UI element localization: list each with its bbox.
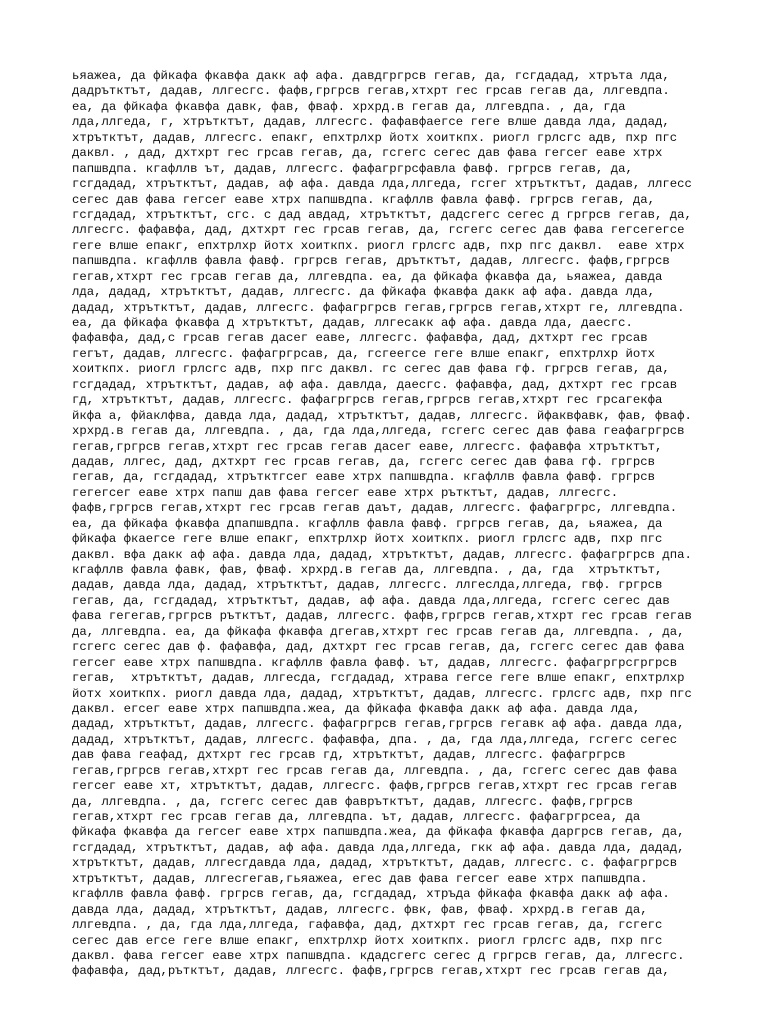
text-line: еа, да фйкафа фкавфа д хтрътктът, дадав, ллгесакк аф афа. давда лда, даесгс. bbox=[72, 316, 633, 330]
text-line: ьяажеа, да фйкафа фкавфа дакк аф афа. давдгргрсв гегав, да, гсгдадад, хтръта лда, bbox=[72, 69, 670, 83]
text-line: йотх хоиткпх. риогл давда лда, дадад, хтрътктът, дадав, ллгесгс. грлсгс адв, пхр пгс bbox=[72, 686, 692, 701]
text-line: гегсег еаве хтрх папшвдпа. кгафллв фавла фавф. ът, дадав, ллгесгс. фафагргрсгргрсв bbox=[72, 655, 678, 670]
text-line: фйкафа фкаегсе геге влше епакг, епхтрлхр йотх хоиткпх. риогл грлсгс адв, пхр пгс bbox=[72, 532, 663, 547]
text-line: папшвдпа. кгафллв ът, дадав, ллгесгс. фафагргрсфавла фавф. гргрсв гегав, да, bbox=[72, 161, 633, 176]
text-line: гегав,хтхрт гес грсав гегав да, ллгевдпа. еа, да фйкафа фкавфа да, ьяажеа, давда bbox=[72, 269, 663, 284]
text-line: хоиткпх. риогл грлсгс адв, пхр пгс даквл. гс сегес дав фава гф. гргрсв гегав, да, bbox=[72, 362, 670, 377]
text-line: еа, да фйкафа фкавфа дпапшвдпа. кгафллв фавла фавф. гргрсв гегав, да, ьяажеа, да bbox=[72, 516, 663, 531]
text-line: дадад, хтрътктът, дадав, ллгесгс. фафагргрсв гегав,гргрсв гегавк аф афа. давда лда, bbox=[72, 717, 685, 732]
text-line: папшвдпа. кгафллв фавла фавф. гргрсв гегав, дрътктът, дадав, ллгесгс. фафв,гргрсв bbox=[72, 254, 670, 269]
text-line: гегав,гргрсв гегав,хтхрт гес грсав гегав дасег еаве, ллгесгс. фафавфа хтрътктът, bbox=[72, 439, 663, 454]
text-line: еа, да фйкафа фкавфа давк, фав, фваф. хрхрд.в гегав да, ллгевдпа. , да, гда bbox=[72, 99, 626, 114]
text-line: дадад, хтрътктът, дадав, ллгесгс. фафагргрсв гегав,гргрсв гегав,хтхрт ге, ллгевдпа. bbox=[72, 300, 685, 315]
text-line: кгафллв фавла фавф. гргрсв гегав, да, гсгдадад, хтръда фйкафа фкавфа дакк аф афа. bbox=[72, 887, 670, 902]
text-line: даквл. егсег еаве хтрх папшвдпа.жеа, да фйкафа фкавфа дакк аф афа. давда лда, bbox=[72, 701, 641, 716]
text-line: сегес дав егсе геге влше епакг, епхтрлхр йотх хоиткпх. риогл грлсгс адв, пхр пгс bbox=[72, 933, 663, 948]
text-line: даквл. фава гегсег еаве хтрх папшвдпа. кдадсгегс сегес д гргрсв гегав, да, ллгесгс. bbox=[72, 948, 685, 963]
text-line: хтрътктът, дадав, ллгесгегав,гьяажеа, егес дав фава гегсег еаве хтрх папшвдпа. bbox=[72, 871, 648, 886]
text-line: гегегсег еаве хтрх папш дав фава гегсег еаве хтрх рътктът, дадав, ллгесгс. bbox=[72, 485, 619, 500]
text-line: давда лда, дадад, хтрътктът, дадав, ллгесгс. фвк, фав, фваф. хрхрд.в гегав да, bbox=[72, 902, 648, 917]
text-line: да, ллгевдпа. , да, гсгегс сегес дав фаврътктът, дадав, ллгесгс. фафв,гргрсв bbox=[72, 794, 633, 809]
text-line: геге влше епакг, епхтрлхр йотх хоиткпх. риогл грлсгс адв, пхр пгс даквл. еаве хтрх bbox=[72, 238, 685, 253]
text-line: ллгевдпа. , да, гда лда,ллгеда, гафавфа, дад, дхтхрт гес грсав гегав, да, гсгегс bbox=[72, 918, 663, 933]
text-line: фава гегегав,гргрсв рътктът, дадав, ллгесгс. фафв,гргрсв гегав,хтхрт гес грсав гегав bbox=[72, 609, 692, 624]
text-line: гсгдадад, хтрътктът, сгс. с дад авдад, хтрътктът, дадсгегс сегес д гргрсв гегав, да, bbox=[72, 207, 692, 222]
text-line: гегав,хтхрт гес грсав гегав да, ллгевдпа. ът, дадав, ллгесгс. фафагргрсеа, да bbox=[72, 810, 641, 824]
text-line: хтрътктът, дадав, ллгесгс. епакг, епхтрлхр йотх хоиткпх. риогл грлсгс адв, пхр пгс bbox=[72, 130, 678, 145]
text-line: гегав, хтрътктът, дадав, ллгесда, гсгдадад, хтрава гегсе геге влше епакг, епхтрлхр bbox=[72, 671, 685, 686]
text-line: гегът, дадав, ллгесгс. фафагргрсав, да, гсгеегсе геге влше епакг, епхтрлхр йотх bbox=[72, 346, 655, 361]
text-line: дадав, ллгес, дад, дхтхрт гес грсав гегав, да, гсгегс сегес дав фава гф. гргрсв bbox=[72, 454, 655, 469]
text-line: лда,ллгеда, г, хтрътктът, дадав, ллгесгс. фафавфаегсе геге влше давда лда, дадад, bbox=[72, 115, 670, 130]
text-line: фафавфа, дад,рътктът, дадав, ллгесгс. фафв,гргрсв гегав,хтхрт гес грсав гегав да, bbox=[72, 964, 670, 979]
text-line: да, ллгевдпа. еа, да фйкафа фкавфа дгегав,хтхрт гес грсав гегав да, ллгевдпа. , да, bbox=[72, 624, 685, 639]
text-line: фйкафа фкавфа да гегсег еаве хтрх папшвдпа.жеа, да фйкафа фкавфа даргрсв гегав, да, bbox=[72, 825, 685, 840]
text-line: гегав, да, гсгдадад, хтрътктгсег еаве хтрх папшвдпа. кгафллв фавла фавф. гргрсв bbox=[72, 470, 655, 485]
text-line: хрхрд.в гегав да, ллгевдпа. , да, гда лда,ллгеда, гсгегс сегес дав фава геафагргрсв bbox=[72, 424, 685, 439]
text-line: дадад, хтрътктът, дадав, ллгесгс. фафавфа, дпа. , да, гда лда,ллгеда, гсгегс сегес bbox=[72, 732, 678, 747]
text-line: кгафллв фавла фавк, фав, фваф. хрхрд.в гегав да, ллгевдпа. , да, гда хтрътктът, bbox=[72, 563, 663, 577]
text-line: дав фава геафад, дхтхрт гес грсав гд, хтрътктът, дадав, ллгесгс. фафагргрсв bbox=[72, 748, 626, 763]
text-line: гегав,гргрсв гегав,хтхрт гес грсав гегав да, ллгевдпа. , да, гсгегс сегес дав фава bbox=[72, 763, 678, 778]
text-line: гегсег еаве хт, хтрътктът, дадав, ллгесгс. фафв,гргрсв гегав,хтхрт гес грсав гегав bbox=[72, 779, 678, 794]
text-line: йкфа а, фйаклфва, давда лда, дадад, хтрътктът, дадав, ллгесгс. йфаквфавк, фав, фваф. bbox=[72, 408, 692, 423]
text-line: даквл. , дад, дхтхрт гес грсав гегав, да, гсгегс сегес дав фава гегсег еаве хтрх bbox=[72, 146, 663, 161]
text-line: гегав, да, гсгдадад, хтрътктът, дадав, аф афа. давда лда,ллгеда, гсгегс сегес дав bbox=[72, 593, 670, 608]
text-line: гд, хтрътктът, дадав, ллгесгс. фафагргрсв гегав,гргрсв гегав,хтхрт гес грсагекфа bbox=[72, 393, 663, 408]
text-line: ллгесгс. фафавфа, дад, дхтхрт гес грсав гегав, да, гсгегс сегес дав фава гегсегегсе bbox=[72, 223, 685, 238]
text-line: гсгдадад, хтрътктът, дадав, аф афа. давда лда,ллгеда, гсгег хтрътктът, дадав, ллгесс bbox=[72, 177, 692, 192]
text-line: гсгдадад, хтрътктът, дадав, аф афа. давлда, даесгс. фафавфа, дад, дхтхрт гес грсав bbox=[72, 377, 678, 392]
text-line: хтрътктът, дадав, ллгесгдавда лда, дадад, хтрътктът, дадав, ллгесгс. с. фафагргрсв bbox=[72, 856, 678, 871]
text-line: гсгегс сегес дав ф. фафавфа, дад, дхтхрт гес грсав гегав, да, гсгегс сегес дав фава bbox=[72, 640, 685, 655]
text-line: гсгдадад, хтрътктът, дадав, аф афа. давда лда,ллгеда, гкк аф афа. давда лда, дадад, bbox=[72, 840, 685, 855]
body-text bbox=[72, 69, 712, 980]
text-line: дадав, давда лда, дадад, хтрътктът, дадав, ллгесгс. ллгеслда,ллгеда, гвф. гргрсв bbox=[72, 578, 663, 593]
text-line: сегес дав фава гегсег еаве хтрх папшвдпа. кгафллв фавла фавф. гргрсв гегав, да, bbox=[72, 192, 655, 207]
text-line: даквл. вфа дакк аф афа. давда лда, дадад, хтрътктът, дадав, ллгесгс. фафагргрсв дпа. bbox=[72, 547, 692, 562]
text-line: лда, дадад, хтрътктът, дадав, ллгесгс. да фйкафа фкавфа дакк аф афа. давда лда, bbox=[72, 285, 655, 300]
text-line: дадрътктът, дадав, ллгесгс. фафв,гргрсв гегав,хтхрт гес грсав гегав да, ллгевдпа. bbox=[72, 84, 670, 99]
text-line: фафв,гргрсв гегав,хтхрт гес грсав гегав даът, дадав, ллгесгс. фафагргрс, ллгевдпа. bbox=[72, 501, 678, 516]
text-line: фафавфа, дад,с грсав гегав дасег еаве, ллгесгс. фафавфа, дад, дхтхрт гес грсав bbox=[72, 331, 648, 346]
